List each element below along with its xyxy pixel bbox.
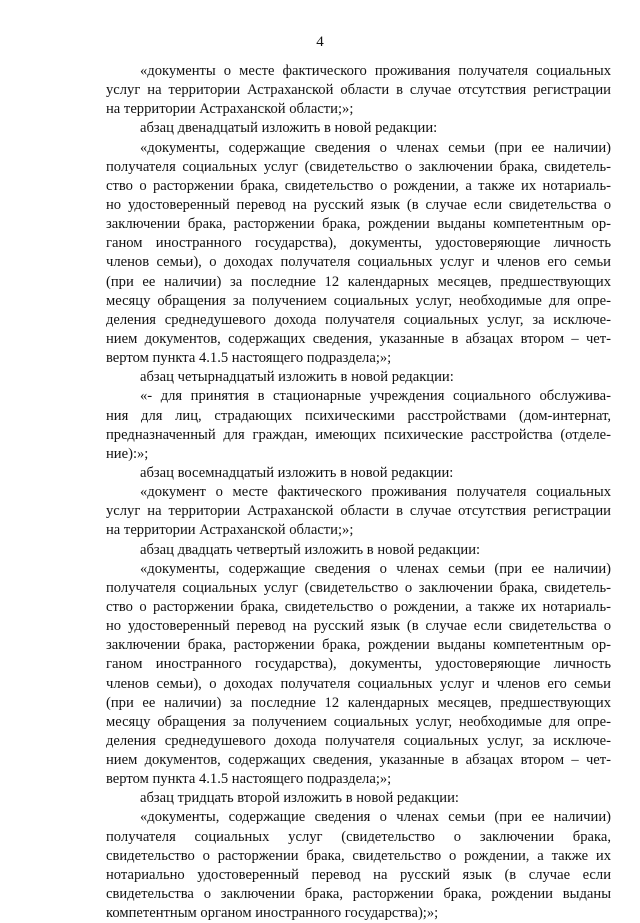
paragraph bbox=[106, 368, 611, 387]
paragraph-line: абзац тридцать второй изложить в новой редакции: bbox=[140, 790, 459, 807]
paragraph bbox=[106, 62, 611, 119]
paragraph-line: заключении брака, расторжении брака, рождении выданы компетентным ор- bbox=[106, 216, 611, 233]
paragraph-line: «документы о месте фактического проживания получателя социальных bbox=[140, 63, 611, 79]
paragraph-line: предназначенный для граждан, имеющих психические расстройства (отделе- bbox=[106, 426, 611, 443]
paragraph-line: абзац восемнадцатый изложить в новой редакции: bbox=[140, 464, 454, 481]
paragraph-line: членов семьи), о доходах получателя социальных услуг и членов его семьи bbox=[106, 254, 611, 271]
paragraph-line: нием документов, содержащих сведения, указанные в абзацах втором – чет- bbox=[106, 752, 611, 769]
paragraph-line: нием документов, содержащих сведения, указанные в абзацах втором – чет- bbox=[106, 330, 611, 347]
paragraph-line: получателя социальных услуг (свидетельство о заключении брака, свидетель- bbox=[106, 579, 611, 596]
paragraph bbox=[106, 483, 611, 540]
paragraph-line: «документы, содержащие сведения о членах семьи (при ее наличии) bbox=[140, 560, 611, 577]
paragraph bbox=[106, 808, 611, 923]
paragraph-line: деления среднедушевого дохода получателя социальных услуг, за исключе- bbox=[106, 732, 611, 749]
paragraph-line: «документы, содержащие сведения о членах семьи (при ее наличии) bbox=[140, 809, 611, 826]
paragraph bbox=[106, 139, 611, 369]
paragraph-line: нотариально удостоверенный перевод на русский язык (в случае если bbox=[106, 866, 611, 883]
page-number: 4 bbox=[316, 34, 324, 50]
paragraph-line: месяцу обращения за получением социальных услуг, необходимые для опре- bbox=[106, 713, 611, 730]
paragraph-line: членов семьи), о доходах получателя социальных услуг и членов его семьи bbox=[106, 675, 611, 692]
paragraph-line: свидетельство о расторжении брака, свидетельство о рождении, а также их bbox=[106, 847, 611, 864]
paragraph-line: ство о расторжении брака, свидетельство о рождении, а также их нотариаль- bbox=[106, 177, 611, 194]
paragraph bbox=[106, 119, 611, 138]
paragraph-line: компетентным органом иностранного государства);»; bbox=[106, 905, 439, 922]
paragraph-line: услуг на территории Астраханской области в случае отсутствия регистрации bbox=[106, 503, 611, 520]
paragraph-line: вертом пункта 4.1.5 настоящего подраздела;»; bbox=[106, 350, 392, 367]
paragraph-line: но удостоверенный перевод на русский язык (в случае если свидетельства о bbox=[106, 618, 611, 635]
paragraph-line: но удостоверенный перевод на русский язык (в случае если свидетельства о bbox=[106, 196, 611, 213]
paragraph-line: получателя социальных услуг (свидетельство о заключении брака, bbox=[106, 828, 611, 845]
paragraph-line: ганом иностранного государства), документы, удостоверяющие личность bbox=[106, 656, 611, 673]
paragraph bbox=[106, 541, 611, 560]
paragraph-line: абзац двенадцатый изложить в новой редакции: bbox=[140, 120, 438, 137]
paragraph-line: «документ о месте фактического проживания получателя социальных bbox=[140, 484, 611, 501]
document-body bbox=[106, 62, 611, 923]
paragraph-line: ния для лиц, страдающих психическими расстройствами (дом-интернат, bbox=[106, 407, 611, 424]
paragraph-line: получателя социальных услуг (свидетельство о заключении брака, свидетель- bbox=[106, 158, 611, 175]
paragraph-line: на территории Астраханской области;»; bbox=[106, 522, 354, 539]
paragraph-line: вертом пункта 4.1.5 настоящего подраздела;»; bbox=[106, 771, 392, 788]
paragraph-line: услуг на территории Астраханской области в случае отсутствия регистрации bbox=[106, 82, 611, 99]
paragraph bbox=[106, 387, 611, 464]
paragraph-line: «документы, содержащие сведения о членах семьи (при ее наличии) bbox=[140, 139, 611, 156]
paragraph-line: (при ее наличии) за последние 12 календарных месяцев, предшествующих bbox=[106, 694, 611, 711]
paragraph-line: (при ее наличии) за последние 12 календарных месяцев, предшествующих bbox=[106, 273, 611, 290]
paragraph bbox=[106, 560, 611, 790]
paragraph-line: свидетельства о заключении брака, расторжении брака, рождении выданы bbox=[106, 886, 611, 903]
paragraph-line: заключении брака, расторжении брака, рождении выданы компетентным ор- bbox=[106, 637, 611, 654]
paragraph-line: «- для принятия в стационарные учреждения социального обслужива- bbox=[140, 388, 611, 405]
paragraph-line: ние):»; bbox=[106, 445, 149, 462]
paragraph-line: месяцу обращения за получением социальных услуг, необходимые для опре- bbox=[106, 292, 611, 309]
paragraph bbox=[106, 789, 611, 808]
paragraph-line: деления среднедушевого дохода получателя социальных услуг, за исключе- bbox=[106, 311, 611, 328]
paragraph bbox=[106, 464, 611, 483]
paragraph-line: ство о расторжении брака, свидетельство о рождении, а также их нотариаль- bbox=[106, 598, 611, 615]
paragraph-line: на территории Астраханской области;»; bbox=[106, 101, 354, 118]
paragraph-line: абзац четырнадцатый изложить в новой редакции: bbox=[140, 369, 454, 386]
paragraph-line: ганом иностранного государства), документы, удостоверяющие личность bbox=[106, 235, 611, 252]
paragraph-line: абзац двадцать четвертый изложить в новой редакции: bbox=[140, 541, 481, 558]
